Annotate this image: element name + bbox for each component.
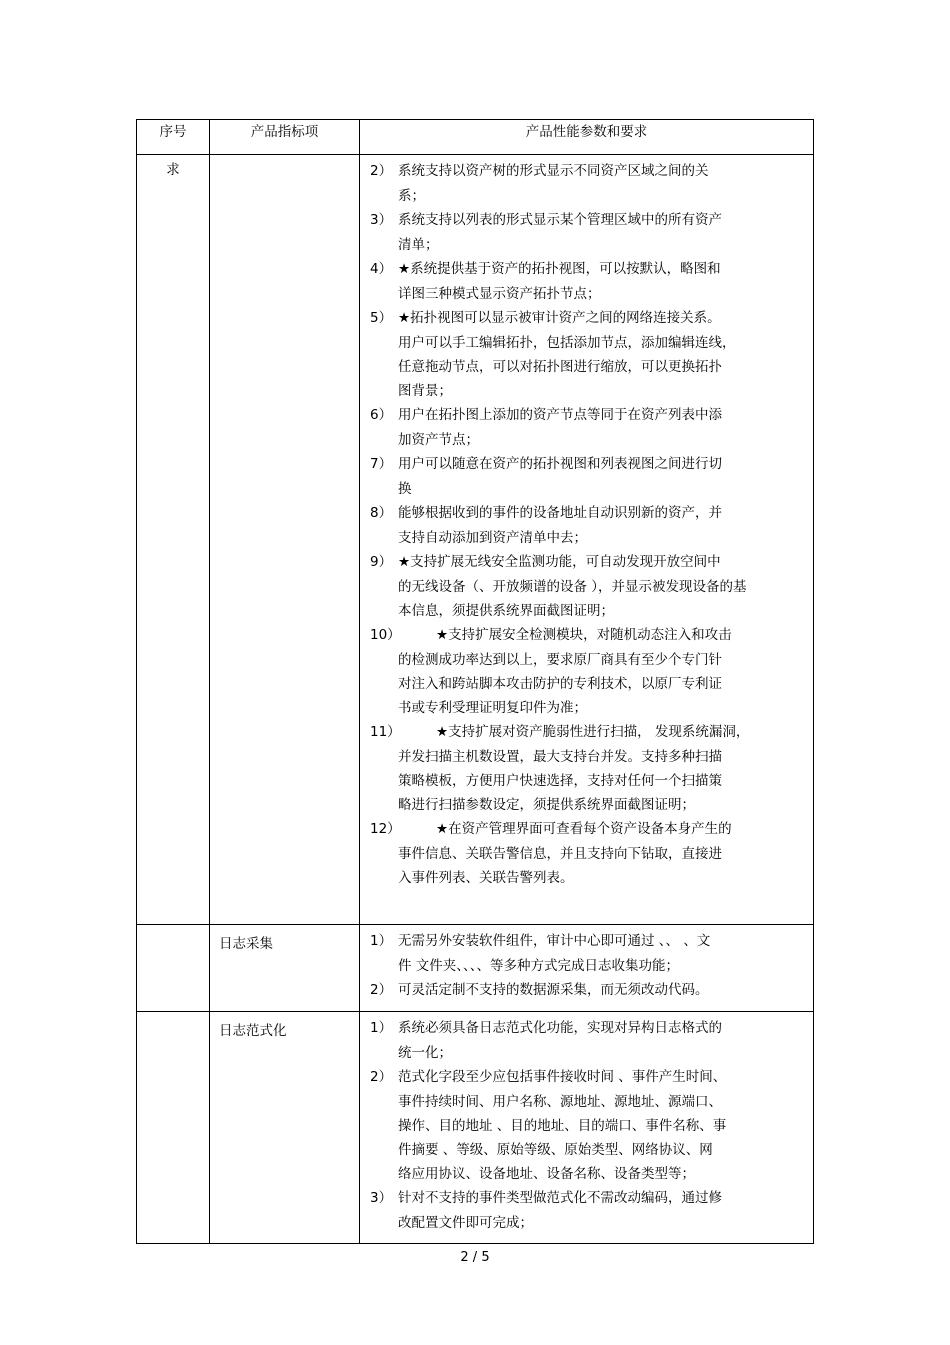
row-index <box>137 925 210 1012</box>
item-text: 系统必须具备日志范式化功能，实现对异构日志格式的 <box>398 1020 722 1036</box>
spec-table <box>136 119 814 1244</box>
item-text-continued: 操作、目的地址 、目的地址、目的端口、事件名称、事 <box>398 1118 727 1134</box>
item-text-continued: 支持自动添加到资产清单中去； <box>398 530 587 546</box>
list-item <box>370 501 803 550</box>
item-text: ★支持扩展对资产脆弱性进行扫描， 发现系统漏洞， <box>436 724 750 740</box>
item-text: 能够根据收到的事件的设备地址自动识别新的资产，并 <box>398 505 722 521</box>
requirements-list <box>360 1012 814 1244</box>
item-text-continued: 加资产节点； <box>398 432 479 448</box>
list-item <box>370 159 803 208</box>
item-number: 11） <box>370 724 401 740</box>
item-text: ★拓扑视图可以显示被审计资产之间的网络连接关系。 <box>398 310 721 326</box>
header-index: 序号 <box>137 120 210 155</box>
item-number: 3） <box>370 212 393 228</box>
item-text-continued: 系； <box>398 188 425 204</box>
item-text: 用户可以随意在资产的拓扑视图和列表视图之间进行切 <box>398 456 722 472</box>
list-item <box>370 306 803 403</box>
item-text: ★系统提供基于资产的拓扑视图，可以按默认，略图和 <box>398 261 721 277</box>
item-number: 1） <box>370 933 393 949</box>
table-header-row <box>137 120 814 155</box>
item-text-continued: 书或专利受理证明复印件为准； <box>398 700 587 716</box>
item-text: 可灵活定制不支持的数据源采集，而无须改动代码。 <box>398 982 709 998</box>
requirements-list <box>360 925 814 1012</box>
item-text: 针对不支持的事件类型做范式化不需改动编码，通过修 <box>398 1190 722 1206</box>
list-item <box>370 1065 803 1186</box>
item-text-continued: 事件信息、关联告警信息，并且支持向下钻取，直接进 <box>398 846 722 862</box>
item-text-continued: 用户可以手工编辑拓扑，包括添加节点，添加编辑连线， <box>398 335 736 351</box>
item-text-continued: 换 <box>398 481 412 497</box>
item-number: 10） <box>370 627 401 643</box>
item-text: 用户在拓扑图上添加的资产节点等同于在资产列表中添 <box>398 407 722 423</box>
item-text-continued: 策略模板，方便用户快速选择，支持对任何一个扫描策 <box>398 773 722 789</box>
item-text-continued: 对注入和跨站脚本攻击防护的专利技术，以原厂专利证 <box>398 676 722 692</box>
item-text-continued: 改配置文件即可完成； <box>398 1215 533 1231</box>
item-number: 4） <box>370 261 393 277</box>
item-text-continued: 件 文件夹、、、、等多种方式完成日志收集功能； <box>398 958 680 974</box>
item-text-continued: 本信息，须提供系统界面截图证明； <box>398 603 614 619</box>
list-item <box>370 623 803 720</box>
row-index <box>137 1012 210 1244</box>
table-row <box>137 155 814 925</box>
row-item-name: 日志采集 <box>210 925 360 1012</box>
list-item <box>370 720 803 817</box>
item-text-continued: 的检测成功率达到以上，要求原厂商具有至少个专门针 <box>398 652 722 668</box>
list-item <box>370 929 803 978</box>
item-number: 7） <box>370 456 393 472</box>
list-item <box>370 817 803 890</box>
item-number: 8） <box>370 505 393 521</box>
item-text-continued: 的无线设备（、开放频谱的设备 ），并显示被发现设备的基 <box>398 579 747 595</box>
requirements-list <box>360 155 814 925</box>
item-number: 1） <box>370 1020 393 1036</box>
item-text: ★支持扩展安全检测模块，对随机动态注入和攻击 <box>436 627 732 643</box>
item-text-continued: 入事件列表、关联告警列表。 <box>398 870 574 886</box>
item-text-continued: 图背景； <box>398 383 452 399</box>
item-number: 2） <box>370 982 393 998</box>
item-text-continued: 统一化； <box>398 1045 452 1061</box>
header-item: 产品指标项 <box>210 120 360 155</box>
list-item <box>370 550 803 623</box>
page-number: 2 / 5 <box>460 1250 490 1265</box>
list-item <box>370 257 803 306</box>
item-number: 6） <box>370 407 393 423</box>
item-text-continued: 详图三种模式显示资产拓扑节点； <box>398 286 601 302</box>
item-text: ★在资产管理界面可查看每个资产设备本身产生的 <box>436 821 732 837</box>
list-item <box>370 1016 803 1065</box>
item-text: 系统支持以资产树的形式显示不同资产区域之间的关 <box>398 163 709 179</box>
item-text-continued: 任意拖动节点，可以对拓扑图进行缩放，可以更换拓扑 <box>398 359 722 375</box>
table-row <box>137 1012 814 1244</box>
item-text: ★支持扩展无线安全监测功能，可自动发现开放空间中 <box>398 554 721 570</box>
item-text-continued: 略进行扫描参数设定，须提供系统界面截图证明； <box>398 797 695 813</box>
item-text: 范式化字段至少应包括事件接收时间 、事件产生时间、 <box>398 1069 727 1085</box>
item-text-continued: 件摘要 、等级、原始等级、原始类型、网络协议、网 <box>398 1142 713 1158</box>
item-text-continued: 并发扫描主机数设置，最大支持台并发。支持多种扫描 <box>398 749 722 765</box>
list-item <box>370 403 803 452</box>
list-item <box>370 978 803 1002</box>
list-item <box>370 208 803 257</box>
item-text-continued: 络应用协议、设备地址、设备名称、设备类型等； <box>398 1166 695 1182</box>
row-item-name: 日志范式化 <box>210 1012 360 1244</box>
item-text-continued: 事件持续时间、用户名称、源地址、源地址、源端口、 <box>398 1094 722 1110</box>
item-number: 12） <box>370 821 401 837</box>
table-row <box>137 925 814 1012</box>
item-number: 3） <box>370 1190 393 1206</box>
list-item <box>370 1186 803 1235</box>
item-number: 2） <box>370 163 393 179</box>
row-index: 求 <box>137 155 210 925</box>
item-text: 无需另外安装软件组件，审计中心即可通过 、、 、文 <box>398 933 711 949</box>
list-item <box>370 452 803 501</box>
row-item-name <box>210 155 360 925</box>
item-number: 9） <box>370 554 393 570</box>
item-text-continued: 清单； <box>398 237 439 253</box>
header-requirements: 产品性能参数和要求 <box>360 120 814 155</box>
item-number: 2） <box>370 1069 393 1085</box>
item-text: 系统支持以列表的形式显示某个管理区域中的所有资产 <box>398 212 722 228</box>
item-number: 5） <box>370 310 393 326</box>
